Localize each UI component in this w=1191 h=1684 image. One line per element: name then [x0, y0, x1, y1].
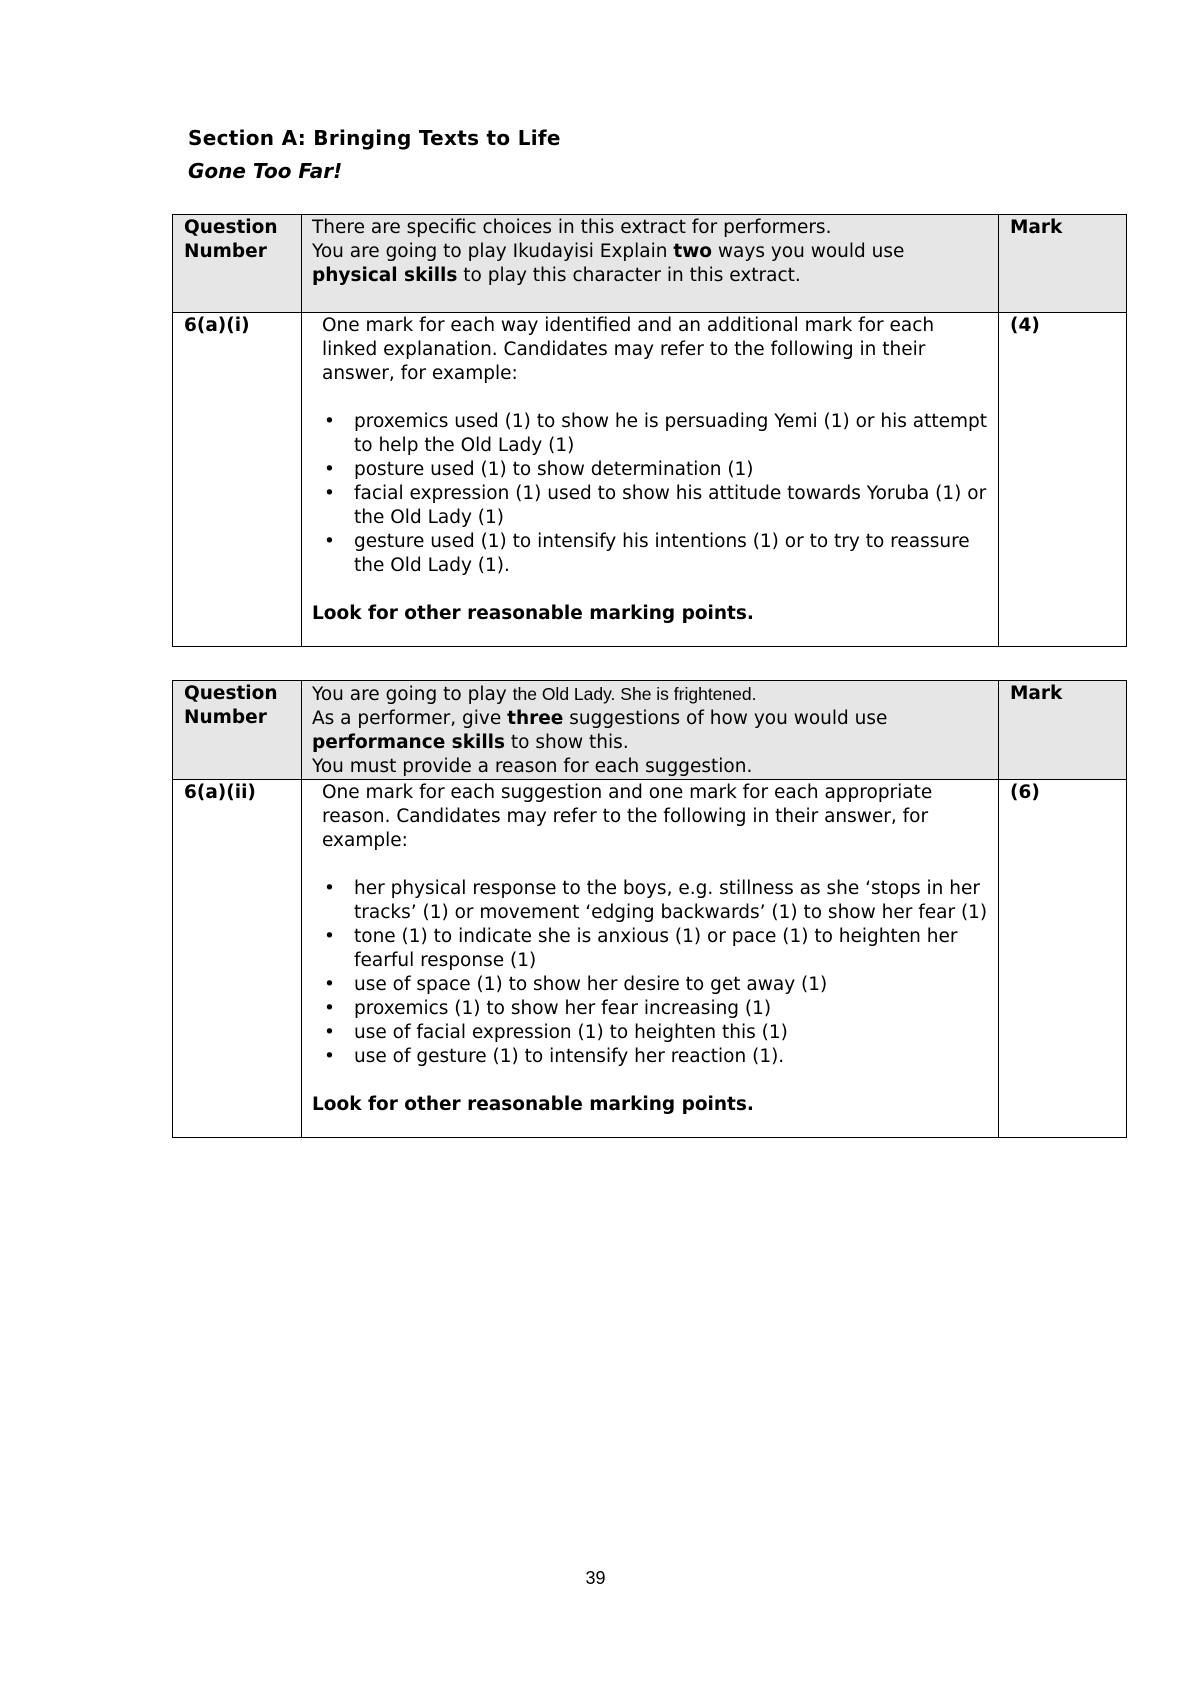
mark-scheme-table-6ai: [172, 214, 1127, 647]
answer-guidance: [302, 313, 999, 647]
play-title: Gone Too Far!: [188, 159, 343, 183]
list-item: • proxemics used (1) to show he is persuading Yemi (1) or his attempt to help the Old Lady (1): [354, 410, 988, 458]
mark-value: (4): [999, 313, 1127, 647]
table-header-row: [173, 681, 1127, 780]
answer-guidance: [302, 780, 999, 1138]
table-answer-row: [173, 780, 1127, 1138]
list-item: • gesture used (1) to intensify his intentions (1) or to try to reassure the Old Lady (1).: [354, 530, 988, 578]
mark-scheme-table-6aii: [172, 680, 1127, 1138]
answer-intro: One mark for each way identified and an additional mark for each linked explanation. Candidates may refer to the following in their answer, for example:: [322, 315, 935, 384]
question-text: You are going to play the Old Lady. She is frightened. As a performer, give three suggestions of how you would use performance skills to show this. You must provide a reason for each suggestion.: [302, 681, 999, 780]
page-number: 39: [585, 1568, 606, 1588]
list-item: • tone (1) to indicate she is anxious (1) or pace (1) to heighten her fearful response (1): [354, 925, 988, 973]
list-item: • use of facial expression (1) to heighten this (1): [354, 1021, 988, 1045]
list-item: • use of gesture (1) to intensify her reaction (1).: [354, 1045, 988, 1069]
table-header-row: [173, 215, 1127, 313]
question-number-header: Question Number: [173, 681, 302, 780]
list-item: • use of space (1) to show her desire to get away (1): [354, 973, 988, 997]
mark-header: Mark: [999, 215, 1127, 313]
list-item: • posture used (1) to show determination (1): [354, 458, 988, 482]
mark-header: Mark: [999, 681, 1127, 780]
mark-value: (6): [999, 780, 1127, 1138]
list-item: • facial expression (1) used to show his attitude towards Yoruba (1) or the Old Lady (1): [354, 482, 988, 530]
table-answer-row: [173, 313, 1127, 647]
list-item: • proxemics (1) to show her fear increasing (1): [354, 997, 988, 1021]
question-number-header: Question Number: [173, 215, 302, 313]
question-number: 6(a)(i): [173, 313, 302, 647]
section-title: Section A: Bringing Texts to Life: [188, 126, 561, 150]
look-for-other-points: Look for other reasonable marking points.: [312, 603, 754, 624]
answer-bullets: [322, 877, 988, 1069]
answer-bullets: [322, 410, 988, 578]
answer-intro: One mark for each suggestion and one mark for each appropriate reason. Candidates may refer to the following in their answer, for example:: [322, 782, 933, 851]
list-item: • her physical response to the boys, e.g. stillness as she ‘stops in her tracks’ (1) or movement ‘edging backwards’ (1) to show her fear (1): [354, 877, 988, 925]
question-number: 6(a)(ii): [173, 780, 302, 1138]
look-for-other-points: Look for other reasonable marking points.: [312, 1094, 754, 1115]
question-text: There are specific choices in this extract for performers. You are going to play Ikudayisi Explain two ways you would use physical skills to play this character in this extract.: [302, 215, 999, 313]
